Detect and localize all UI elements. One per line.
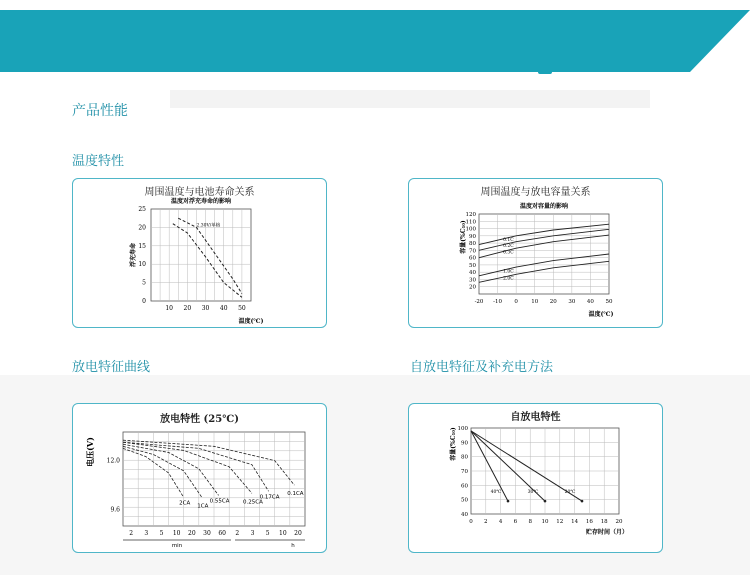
subtitle-temperature: 温度特性: [72, 154, 125, 169]
x-tick-label: 16: [585, 519, 593, 525]
chart-self-discharge: [409, 404, 664, 554]
y-tick-label: 40: [461, 512, 468, 518]
series-label: 0.17CA: [259, 494, 280, 501]
chart-card-temp-life: [72, 178, 327, 328]
y-tick-label: 50: [461, 497, 468, 504]
y-tick-label: 80: [461, 454, 468, 461]
chart-title: 自放电特性: [510, 412, 561, 423]
x-tick-label: 40: [586, 299, 594, 305]
chart-card-discharge: [72, 403, 327, 553]
x-tick-label: 3: [250, 530, 255, 537]
series-end-point: [507, 500, 510, 503]
x-tick-label: 30: [203, 530, 211, 537]
y-axis-label: 容量(%C₁₀): [450, 427, 457, 461]
chart-discharge: [73, 404, 328, 554]
annotation-label: 2.30V/单格: [196, 223, 221, 229]
chart-title: 周围温度与放电容量关系: [480, 187, 591, 198]
y-tick-label: 70: [461, 469, 468, 475]
x-tick-label: 10: [172, 530, 181, 537]
y-axis-label: 容量(%C₁₀): [460, 220, 467, 254]
y-tick-label: 20: [469, 284, 476, 291]
series-label: 2.0C: [503, 276, 514, 282]
x-tick-label: 5: [159, 530, 164, 537]
x-unit-label: h: [291, 543, 295, 549]
chart-title: 放电特性 (25℃): [160, 414, 239, 425]
series-line: [123, 440, 294, 485]
x-tick-label: 14: [571, 519, 579, 525]
x-tick-label: 30: [201, 305, 210, 312]
y-tick-label: 120: [465, 212, 476, 218]
x-tick-label: 3: [144, 530, 149, 537]
x-tick-label: 0: [469, 519, 473, 525]
chart-temp-life: [73, 179, 328, 329]
x-tick-label: 10: [279, 530, 287, 537]
y-tick-label: 9.6: [110, 506, 120, 514]
x-tick-label: 20: [294, 530, 302, 537]
y-tick-label: 60: [469, 255, 476, 262]
y-tick-label: 90: [469, 233, 476, 240]
x-tick-label: 18: [600, 519, 608, 525]
y-tick-label: 12.0: [106, 457, 120, 465]
x-tick-label: 20: [188, 530, 196, 537]
chart-title: 周围温度与电池寿命关系: [144, 187, 255, 198]
series-label: 0.55CA: [209, 498, 230, 505]
series-label: 20℃: [564, 490, 576, 496]
x-tick-label: 50: [238, 305, 246, 312]
series-label: 0.1CA: [287, 491, 304, 498]
y-tick-label: 80: [469, 241, 476, 248]
y-tick-label: 5: [142, 279, 146, 287]
chart-temp-capacity: [409, 179, 664, 329]
section-title: 产品性能: [72, 103, 128, 119]
series-label: 1CA: [197, 503, 209, 510]
x-tick-label: 40: [219, 305, 228, 312]
x-tick-label: 2: [484, 519, 488, 525]
series-line: [471, 431, 508, 501]
series-line: [123, 446, 202, 497]
series-line: [479, 235, 609, 258]
y-tick-label: 70: [469, 248, 476, 255]
x-tick-label: 2: [129, 530, 134, 537]
y-tick-label: 0: [142, 298, 146, 305]
y-tick-label: 60: [461, 483, 468, 490]
series-label: 2CA: [179, 500, 191, 507]
series-label: 0.1C: [503, 238, 514, 244]
x-tick-label: -10: [493, 299, 503, 305]
x-tick-label: 50: [605, 299, 613, 305]
x-tick-label: 6: [513, 519, 518, 525]
y-tick-label: 110: [465, 219, 476, 226]
series-label: 0.25CA: [242, 499, 263, 506]
header-banner: [0, 0, 750, 80]
x-tick-label: 12: [556, 519, 564, 525]
x-tick-label: 10: [541, 519, 549, 525]
y-tick-label: 100: [465, 226, 476, 233]
x-tick-label: 10: [531, 299, 539, 305]
faded-watermark-text: [170, 84, 650, 114]
chart-subtitle: 温度对浮充寿命的影响: [170, 198, 232, 205]
series-label: 30℃: [527, 490, 539, 496]
subtitle-discharge: 放电特征曲线: [72, 360, 151, 375]
x-tick-label: 20: [615, 519, 623, 525]
series-line: [123, 442, 252, 493]
series-label: 0.2C: [503, 244, 514, 249]
x-tick-label: 0: [514, 299, 518, 305]
x-tick-label: 30: [568, 299, 576, 305]
y-tick-label: 15: [138, 242, 146, 250]
series-end-point: [581, 500, 584, 503]
y-tick-label: 50: [469, 262, 476, 269]
x-tick-label: 10: [165, 305, 174, 312]
series-line: [173, 224, 242, 298]
series-line: [178, 218, 242, 293]
x-axis-label: 温度(℃): [588, 311, 614, 318]
y-tick-label: 30: [469, 277, 476, 284]
x-tick-label: 20: [549, 299, 557, 305]
x-tick-label: 60: [218, 530, 226, 537]
series-end-point: [544, 500, 547, 503]
y-tick-label: 40: [469, 270, 476, 277]
y-tick-label: 100: [457, 426, 468, 432]
subtitle-self-discharge: 自放电特征及补充电方法: [410, 360, 554, 375]
y-tick-label: 10: [138, 261, 146, 269]
series-label: 0.3C: [503, 250, 514, 256]
y-axis-label: 浮充寿命: [130, 242, 137, 268]
y-tick-label: 25: [138, 206, 146, 213]
series-line: [479, 224, 609, 244]
series-line: [479, 261, 609, 282]
y-axis-label: 电压(V): [85, 437, 95, 467]
chart-card-temp-capacity: [408, 178, 663, 328]
x-unit-label: min: [171, 543, 183, 549]
x-tick-label: 20: [183, 305, 192, 312]
x-axis-label: 温度(℃): [238, 318, 264, 325]
x-tick-label: 4: [498, 519, 503, 525]
x-axis-label: 贮存时间（月）: [585, 529, 629, 536]
x-tick-label: 8: [528, 519, 532, 525]
series-label: 40℃: [490, 490, 502, 496]
series-label: 1.0C: [503, 269, 514, 275]
y-tick-label: 90: [461, 440, 468, 447]
chart-card-self-discharge: [408, 403, 663, 553]
x-tick-label: -20: [474, 299, 484, 305]
x-tick-label: 2: [235, 530, 240, 537]
y-tick-label: 20: [138, 224, 146, 232]
x-tick-label: 5: [265, 530, 270, 537]
chart-subtitle: 温度对容量的影响: [519, 203, 569, 210]
